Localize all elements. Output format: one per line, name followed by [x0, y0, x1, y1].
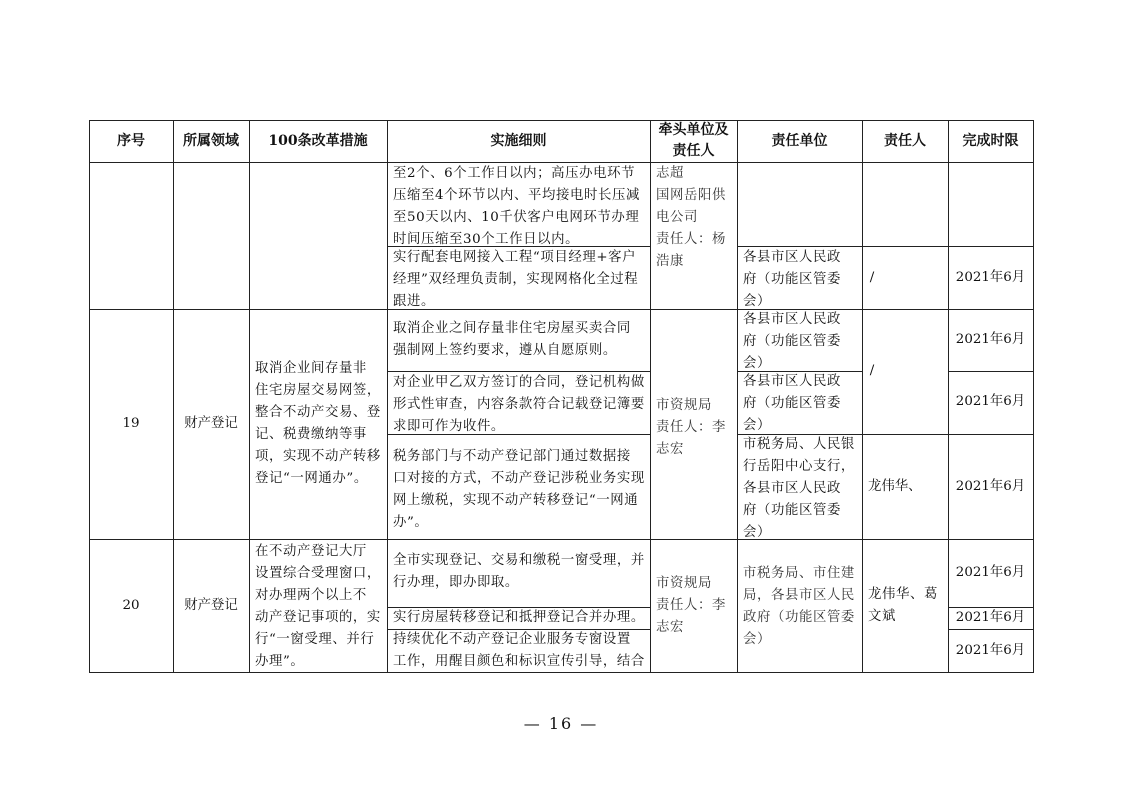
grid-line [948, 629, 1034, 630]
grid-line [89, 162, 1034, 163]
page-number: — 16 — [523, 714, 599, 733]
grid-line [948, 607, 1034, 608]
cont-detail-1: 至2个、6个工作日以内；高压办电环节 压缩至4个环节以内、平均接电时长压减 至50天以内、10千伏客户电网环节办理 时间压缩至30个工作日以内。 [393, 166, 640, 245]
row19-detail-a: 取消企业之间存量非住宅房屋买卖合同 强制网上签约要求，遵从自愿原则。 [393, 321, 631, 358]
row19-resp-unit-c: 市税务局、人民银 行岳阳中心支行， 各县市区人民政 府（功能区管委 会） [743, 437, 855, 539]
grid-line [89, 309, 1034, 310]
grid-line [173, 120, 174, 673]
row20-resp-unit: 市税务局、市住建 局，各县市区人民 政府（功能区管委 会） [743, 566, 855, 647]
grid-line [948, 120, 949, 673]
row19-detail-c: 税务部门与不动产登记部门通过数据接 口对接的方式，不动产登记涉税业务实现 网上缴税，实现不动产转移登记“一网通 办”。 [393, 449, 645, 530]
grid-line [948, 371, 1034, 372]
grid-line [89, 672, 1034, 673]
row19-deadline-a: 2021年6月 [955, 332, 1026, 347]
grid-line [862, 120, 863, 673]
row20-measure: 在不动产登记大厅 设置综合受理窗口， 对办理两个以上不 动产登记事项的，实 行“一窗受理、并行 办理”。 [255, 544, 381, 669]
row20-detail-c: 持续优化不动产登记企业服务专窗设置 工作，用醒目颜色和标识宣传引导，结合 [393, 632, 645, 669]
grid-line [737, 120, 738, 673]
grid-line [89, 539, 1034, 540]
row19-resp-unit-b: 各县市区人民政 府（功能区管委 会） [743, 374, 841, 433]
grid-line [387, 371, 650, 372]
cont-lead: 志超 国网岳阳供 电公司 责任人：杨 浩康 [656, 166, 726, 269]
row20-deadline-b: 2021年6月 [955, 610, 1026, 625]
header-detail: 实施细则 [490, 132, 547, 149]
header-resp-person: 责任人 [884, 132, 926, 149]
row19-resp-person-c: 龙伟华、 [868, 478, 922, 494]
row20-lead: 市资规局 责任人：李 志宏 [656, 576, 726, 635]
row19-domain: 财产登记 [184, 416, 238, 431]
grid-line [89, 120, 1034, 121]
row19-deadline-c: 2021年6月 [955, 478, 1026, 494]
header-deadline: 完成时限 [962, 132, 1019, 149]
row19-deadline-b: 2021年6月 [955, 394, 1026, 409]
grid-line [737, 434, 1034, 435]
row20-deadline-a: 2021年6月 [955, 565, 1026, 580]
grid-line [387, 629, 650, 630]
row19-lead: 市资规局 责任人：李 志宏 [656, 398, 726, 457]
grid-line [650, 120, 651, 673]
grid-line [1033, 120, 1034, 673]
cont-deadline-2: 2021年6月 [955, 270, 1026, 285]
grid-line [387, 246, 650, 247]
row20-seq: 20 [122, 597, 140, 613]
row20-detail-a: 全市实现登记、交易和缴税一窗受理，并 行办理，即办即取。 [393, 553, 645, 590]
row19-resp-unit-a: 各县市区人民政 府（功能区管委 会） [743, 312, 841, 371]
cont-resp-unit-2: 各县市区人民政 府（功能区管委 会） [743, 250, 841, 309]
grid-line [387, 607, 650, 608]
header-resp-unit: 责任单位 [771, 132, 828, 149]
row19-detail-b: 对企业甲乙双方签订的合同，登记机构做 形式性审查，内容条款符合记载登记簿要 求即可作为收件。 [393, 375, 645, 434]
row20-detail-b: 实行房屋转移登记和抵押登记合并办理。 [393, 610, 645, 625]
grid-line [737, 371, 862, 372]
grid-line [249, 120, 250, 673]
header-lead: 牵头单位及 责任人 [658, 122, 729, 159]
row19-seq: 19 [122, 416, 140, 431]
row19-resp-person-ab: / [869, 363, 875, 378]
cont-resp-person-2: / [869, 270, 875, 285]
grid-line [737, 246, 1034, 247]
row20-domain: 财产登记 [184, 597, 238, 613]
cont-detail-2: 实行配套电网接入工程“项目经理+客户 经理”双经理负责制，实现网格化全过程 跟进。 [393, 250, 639, 309]
grid-line [387, 120, 388, 673]
grid-line [387, 434, 650, 435]
grid-line [89, 120, 90, 673]
header-measure: 100条改革措施 [268, 132, 368, 149]
row20-resp-person: 龙伟华、葛 文斌 [868, 587, 938, 624]
row19-measure: 取消企业间存量非 住宅房屋交易网签， 整合不动产交易、登 记、税费缴纳等事 项，实现不动产转移 登记“一网通办”。 [255, 361, 381, 486]
row20-deadline-c: 2021年6月 [955, 642, 1026, 658]
header-domain: 所属领域 [183, 132, 239, 149]
header-seq: 序号 [117, 132, 145, 149]
